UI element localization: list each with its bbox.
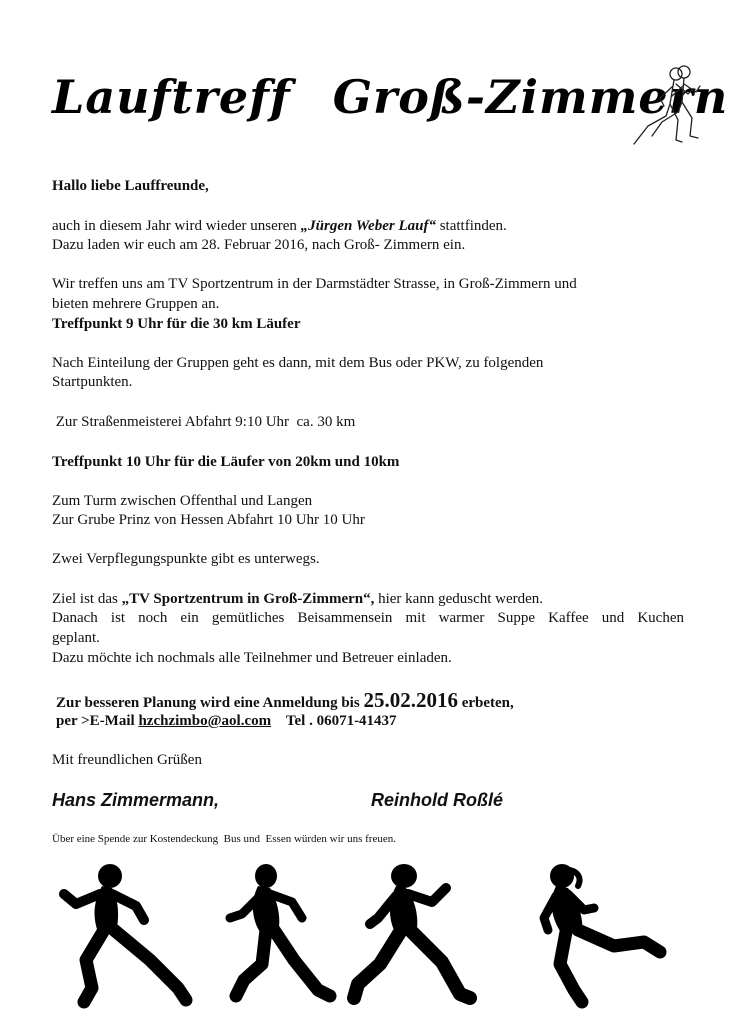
title-lauftreff: Lauftreff: [52, 70, 291, 124]
signature-reinhold: Reinhold Roßlé: [371, 790, 503, 810]
finish-line-3: geplant.: [52, 630, 100, 646]
signature-hans: Hans Zimmermann,: [52, 790, 220, 810]
registration-date: 25.02.2016: [363, 688, 458, 712]
meeting-line-2: bieten mehrere Gruppen an.: [52, 296, 220, 312]
registration-line-2: [56, 712, 397, 731]
intro-pre: auch in diesem Jahr wird wieder unseren: [52, 218, 301, 234]
intro-post: stattfinden.: [435, 218, 507, 234]
meeting-point-30km: Treffpunkt 9 Uhr für die 30 km Läufer: [52, 316, 301, 332]
runner-silhouette-icon: [58, 860, 190, 1008]
runner-silhouette-icon: [534, 860, 670, 1008]
intro-line-1: [52, 217, 507, 236]
runner-silhouette-icon: [350, 860, 480, 1008]
finish-post: hier kann geduscht werden.: [374, 591, 544, 607]
intro-line-2: Dazu laden wir euch am 28. Februar 2016, nach Groß- Zimmern ein.: [52, 237, 466, 253]
start-10km-line-2: Zur Grube Prinz von Hessen Abfahrt 10 Uhr 10 Uhr: [52, 512, 365, 528]
email-link[interactable]: hzchzimbo@aol.com: [138, 713, 272, 729]
groups-line-1: Nach Einteilung der Gruppen geht es dann, mit dem Bus oder PKW, zu folgenden: [52, 355, 544, 371]
registration-post: erbeten,: [457, 695, 514, 711]
donation-note: Über eine Spende zur Kostendeckung Bus und Essen würden wir uns freuen.: [52, 833, 396, 845]
finish-line-1: [52, 590, 543, 609]
event-name: „Jürgen Weber Lauf“: [300, 218, 436, 234]
runner-silhouette-icon: [222, 862, 338, 1008]
closing: Mit freundlichen Grüßen: [52, 752, 202, 768]
greeting: Hallo liebe Lauffreunde,: [52, 178, 209, 194]
finish-line-4: Dazu möchte ich nochmals alle Teilnehmer und Betreuer einladen.: [52, 650, 452, 666]
email-label: per >E-Mail: [56, 713, 139, 729]
finish-line-2: Danach ist noch ein gemütliches Beisammensein mit warmer Suppe Kaffee und Kuchen: [52, 610, 684, 626]
food-info: Zwei Verpflegungspunkte gibt es unterwegs.: [52, 551, 320, 567]
start-10km-line-1: Zum Turm zwischen Offenthal und Langen: [52, 493, 313, 509]
title-town: Groß-Zimmern: [332, 70, 729, 124]
phone-number: Tel . 06071-41437: [285, 713, 397, 729]
registration-line-1: [56, 688, 514, 715]
finish-pre: Ziel ist das: [52, 591, 122, 607]
meeting-line-1: Wir treffen uns am TV Sportzentrum in der Darmstädter Strasse, in Groß-Zimmern und: [52, 276, 577, 292]
start-30km: Zur Straßenmeisterei Abfahrt 9:10 Uhr ca. 30 km: [52, 414, 356, 430]
meeting-point-10km: Treffpunkt 10 Uhr für die Läufer von 20km und 10km: [52, 454, 400, 470]
registration-pre: Zur besseren Planung wird eine Anmeldung bis: [56, 695, 364, 711]
running-couple-icon: [626, 64, 706, 150]
finish-place: „TV Sportzentrum in Groß-Zimmern“,: [121, 591, 375, 607]
groups-line-2: Startpunkten.: [52, 374, 133, 390]
